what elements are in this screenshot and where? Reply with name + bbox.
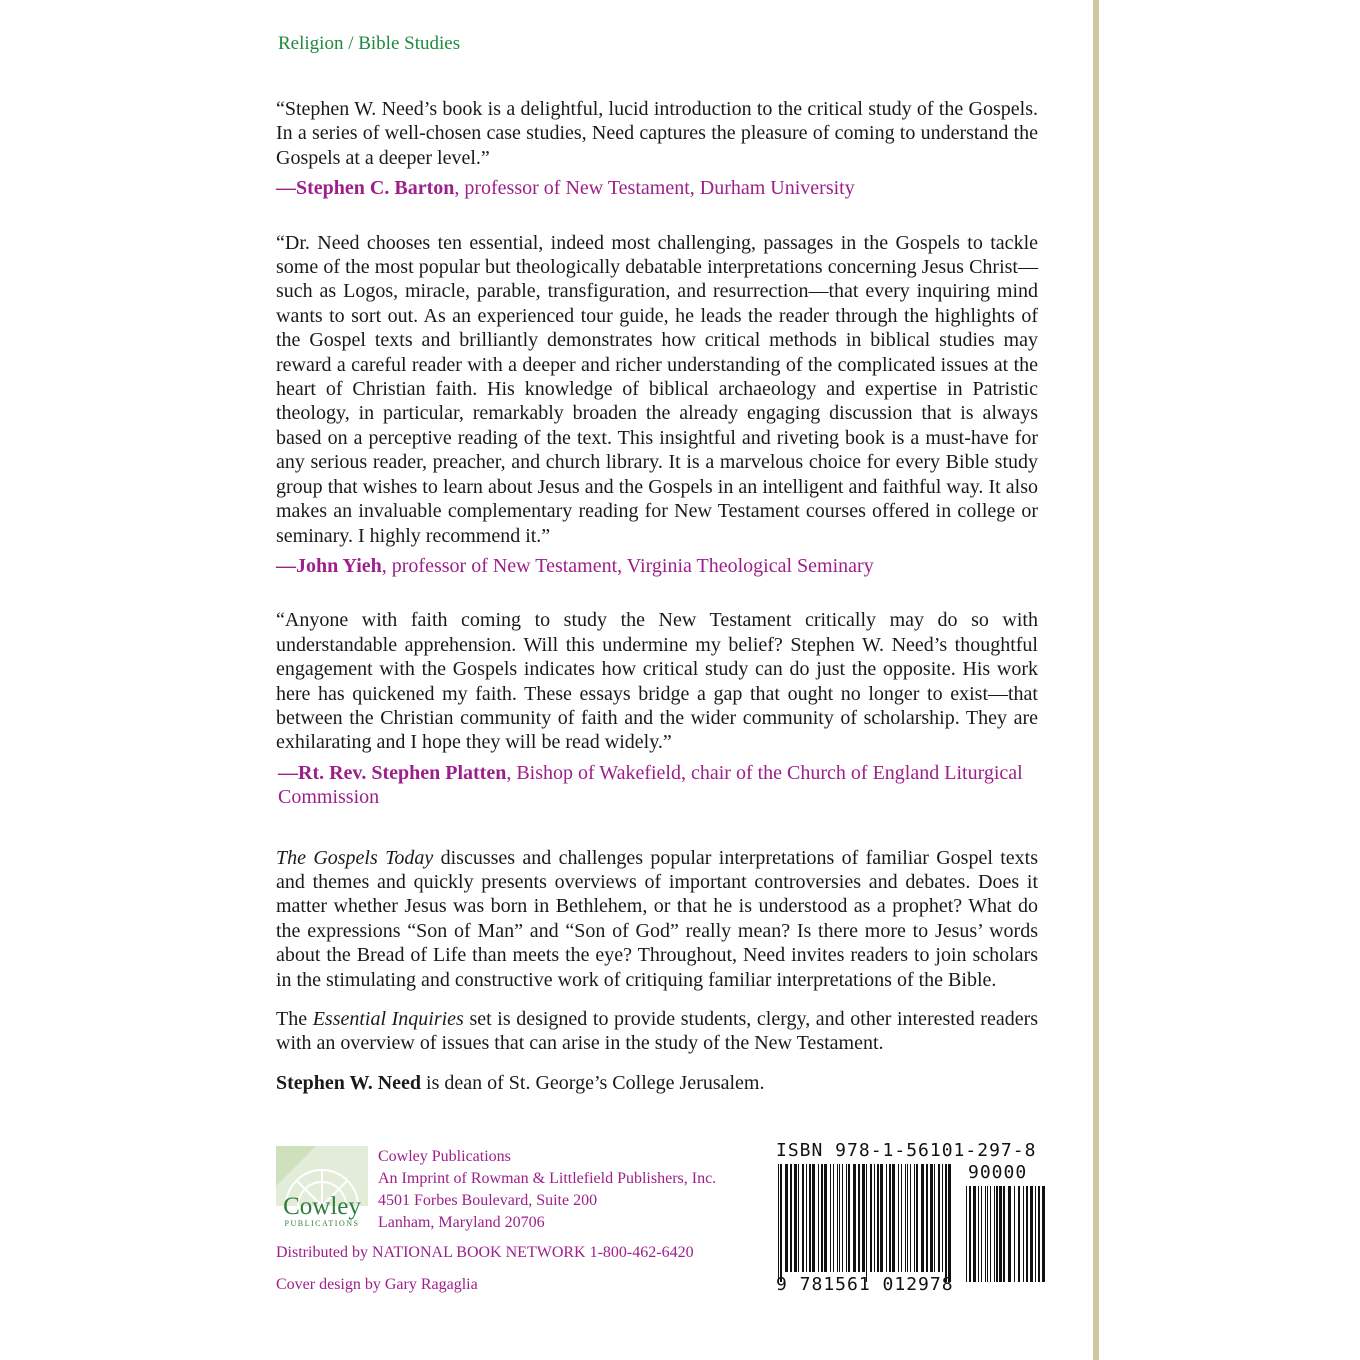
- barcode-bar: [921, 1164, 924, 1272]
- barcode-bar: [973, 1186, 976, 1282]
- distributor-line: Distributed by NATIONAL BOOK NETWORK 1-800-462-6420: [276, 1244, 694, 1261]
- quote-1-affiliation: , professor of New Testament, Durham University: [454, 177, 855, 200]
- barcode-bar: [824, 1164, 827, 1272]
- barcode-bar: [837, 1164, 838, 1272]
- barcode-bar: [1030, 1186, 1033, 1282]
- publisher-line: Cowley Publications: [378, 1148, 511, 1165]
- barcode-bar: [996, 1186, 998, 1282]
- barcode-bar: [966, 1186, 967, 1282]
- barcode-bar: [938, 1164, 940, 1272]
- barcode-bar: [942, 1164, 943, 1272]
- barcode-bar: [830, 1164, 831, 1272]
- barcode-bar: [916, 1164, 918, 1272]
- barcode-bar: [1008, 1186, 1011, 1282]
- barcode-bar: [985, 1186, 986, 1282]
- barcode-bar: [907, 1164, 908, 1272]
- barcode-bar: [934, 1164, 935, 1272]
- barcode-bar: [945, 1164, 947, 1282]
- barcode-bar: [886, 1164, 887, 1272]
- barcode-bar: [981, 1186, 982, 1282]
- quote-3-text: “Anyone with faith coming to study the New Testament critically may do so with understandable apprehension. Will this undermine my belief? Stephen W. Need’s thoughtful engagement with the Gospels indicates how critical study can do just the opposite. His work here has quickened my faith. These essays bridge a gap that ought no longer to exist—that between the Christian community of faith and the wider community of scholarship. They are exhilarating and I hope they will be read widely.”: [276, 609, 1038, 754]
- quote-2-text: “Dr. Need chooses ten essential, indeed most challenging, passages in the Gospels to tackle some of the most popular but theologically debatable interpretations concerning Jesus Christ—such as Logos, miracle, parable, transfiguration, and resurrection—that every inquiring mind wants to sort out. As an experienced tour guide, he leads the reader through the highlights of the Gospel texts and brilliantly demonstrates how critical methods in biblical studies may reward a careful reader with a deeper and richer understanding of the complicated issues at the heart of Christian faith. His knowledge of biblical archaeology and expertise in Patristic theology, in particular, remarkably broaden the already engaging discussion that is always based on a perceptive reading of the text. This insightful and riveting book is a must-have for any serious reader, preacher, and church library. It is a marvelous choice for every Bible study group that wishes to learn about Jesus and the Gospels in an intelligent and faithful way. It also makes an invaluable complementary reading for New Testament courses offered in college or seminary. I highly recommend it.”: [276, 231, 1038, 547]
- book-description-text: discusses and challenges popular interpretations of familiar Gospel texts and themes and quickly presents overviews of important controversies and debates. Does it matter whether Jesus was born in Bethlehem, or that he is understood as a prophet? What do the expressions “Son of Man” and “Son of God” really mean? Is there more to Jesus’ words about the Bread of Life than meets the eye? Throughout, Need invites readers to join scholars in the stimulating and constructive work of critiquing familiar interpretations of the Bible.: [276, 846, 1039, 991]
- spine-area: [1099, 0, 1360, 1360]
- publisher-line: 4501 Forbes Boulevard, Suite 200: [378, 1192, 598, 1209]
- book-description: [276, 846, 1038, 992]
- quote-3-name: —Rt. Rev. Stephen Platten: [278, 761, 507, 784]
- barcode-bar: [978, 1186, 979, 1282]
- barcode-bar: [862, 1164, 865, 1272]
- barcode-bar: [853, 1164, 856, 1272]
- barcode-bar: [821, 1164, 823, 1272]
- barcode-bar: [1014, 1186, 1015, 1282]
- barcode-bar: [1035, 1186, 1036, 1282]
- barcode-bar: [874, 1164, 875, 1272]
- barcode-bar: [948, 1164, 951, 1282]
- barcode-bar: [778, 1164, 779, 1282]
- barcode-bar: [898, 1164, 899, 1272]
- blurb-content: [276, 97, 1038, 1095]
- publisher-address: [378, 1146, 716, 1234]
- barcode-bar: [1026, 1186, 1028, 1282]
- barcode-bar: [842, 1164, 843, 1272]
- barcode-bar: [785, 1164, 788, 1272]
- author-bio: [276, 1071, 1038, 1095]
- barcode-bar: [866, 1164, 867, 1282]
- logo-wordmark: Cowley: [283, 1193, 361, 1220]
- quote-1-text: “Stephen W. Need’s book is a delightful, lucid introduction to the critical study of the Gospels. In a series of well-chosen case studies, Need captures the pleasure of coming to understand the Gospels at a deeper level.”: [276, 98, 1038, 169]
- quote-3-attribution: [276, 761, 1038, 810]
- barcode-bar: [1018, 1186, 1020, 1282]
- barcode-bar: [1042, 1186, 1045, 1282]
- series-description: [276, 1007, 1038, 1056]
- publisher-line: An Imprint of Rowman & Littlefield Publishers, Inc.: [378, 1170, 717, 1187]
- isbn-barcode: [776, 1140, 1046, 1300]
- series-text: set is designed to provide students, clergy, and other interested readers with an overview of issues that can arise in the study of the New Testament.: [276, 1008, 1039, 1055]
- barcode-bar: [833, 1164, 834, 1272]
- barcode-bar: [910, 1164, 911, 1272]
- book-title: The Gospels Today: [276, 846, 434, 869]
- isbn-label: ISBN 978-1-56101-297-8: [776, 1140, 1037, 1161]
- barcode-bar: [848, 1164, 850, 1272]
- barcode-bar: [877, 1164, 879, 1272]
- quote-1-attribution: [276, 176, 1038, 200]
- barcode-bar: [780, 1164, 782, 1282]
- series-prefix: The: [276, 1008, 313, 1030]
- quote-2-attribution: [276, 554, 1038, 578]
- category-label: Religion / Bible Studies: [278, 33, 461, 54]
- barcode-bar: [926, 1164, 928, 1272]
- barcode-bar: [889, 1164, 891, 1272]
- barcode-bar: [914, 1164, 915, 1272]
- series-name: Essential Inquiries: [312, 1008, 464, 1030]
- quote-1-name: —Stephen C. Barton: [276, 177, 455, 200]
- barcode-bar: [794, 1164, 797, 1272]
- barcode-bar: [892, 1164, 895, 1272]
- barcode-bar: [999, 1186, 1002, 1282]
- addon-number: 90000: [968, 1162, 1028, 1183]
- barcode-bar: [790, 1164, 792, 1272]
- barcode-bar: [880, 1164, 883, 1272]
- quote-3-affiliation: , Bishop of Wakefield, chair of the Church of England Liturgical Commission: [278, 761, 1023, 809]
- barcode-bar: [812, 1164, 815, 1272]
- logo-subtitle: PUBLICATIONS: [284, 1219, 360, 1228]
- barcode-bar: [809, 1164, 811, 1272]
- barcode-bar: [839, 1164, 840, 1272]
- publisher-line: Lanham, Maryland 20706: [378, 1214, 545, 1231]
- ean-number: 9 781561 012978: [776, 1274, 954, 1295]
- barcode-bar: [1023, 1186, 1024, 1282]
- barcode-bar: [798, 1164, 799, 1272]
- barcode-bar: [1038, 1186, 1040, 1282]
- barcode-bar: [994, 1186, 995, 1282]
- barcode-bar: [806, 1164, 807, 1272]
- quote-2-name: —John Yieh: [276, 554, 382, 577]
- quote-2-affiliation: , professor of New Testament, Virginia Theological Seminary: [381, 554, 874, 577]
- barcode-bar: [1003, 1186, 1005, 1282]
- barcode-bar: [846, 1164, 847, 1272]
- cowley-logo: [276, 1146, 368, 1228]
- barcode-bar: [987, 1186, 988, 1282]
- barcode-bar: [990, 1186, 991, 1282]
- author-name: Stephen W. Need: [276, 1071, 422, 1094]
- barcode-bar: [818, 1164, 819, 1272]
- barcode-bar: [870, 1164, 872, 1272]
- barcode-bar: [930, 1164, 933, 1272]
- barcode-bar: [901, 1164, 902, 1272]
- cover-design-credit: Cover design by Gary Ragaglia: [276, 1276, 478, 1293]
- barcode-bar: [969, 1186, 971, 1282]
- barcode-bar: [802, 1164, 804, 1272]
- barcode-bar: [905, 1164, 906, 1272]
- barcode-bar: [858, 1164, 860, 1272]
- author-bio-text: is dean of St. George’s College Jerusalem.: [421, 1071, 765, 1094]
